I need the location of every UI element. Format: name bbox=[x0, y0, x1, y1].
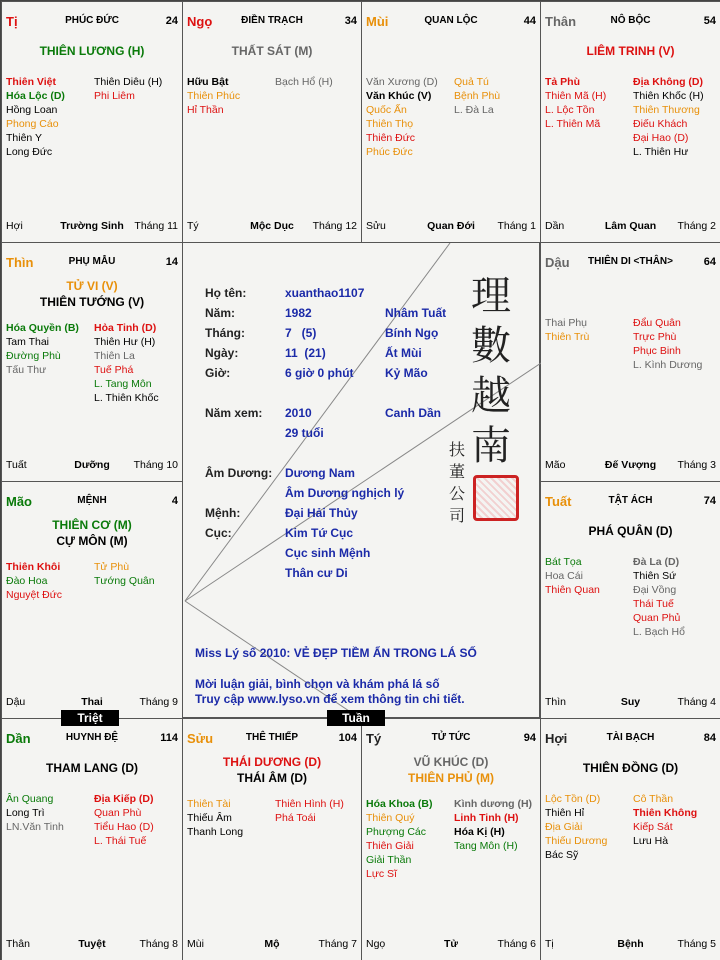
stars-left bbox=[187, 797, 273, 839]
star-item: Thiên Mã (H) bbox=[545, 90, 607, 102]
star-item: Lộc Tồn (D) bbox=[545, 793, 601, 805]
star-item: Bác Sỹ bbox=[545, 849, 579, 861]
palace-house-name: PHỤ MẪU bbox=[68, 256, 116, 267]
palace-stem: Mùi bbox=[187, 938, 204, 950]
star-item: Thiên Thương bbox=[633, 104, 700, 116]
star-item: Phi Liêm bbox=[94, 90, 135, 102]
palace-house-name: TẬT ÁCH bbox=[608, 495, 653, 506]
main-star: VŨ KHÚC (D) bbox=[413, 755, 489, 769]
center-panel bbox=[182, 242, 540, 718]
tuan-tag: Tuần bbox=[327, 710, 385, 726]
star-item: Hồng Loan bbox=[6, 104, 58, 116]
palace-footer bbox=[545, 696, 716, 710]
palace-number: 44 bbox=[523, 15, 536, 27]
star-item: Thiên Sứ bbox=[633, 570, 677, 582]
star-item: Lưu Hà bbox=[633, 835, 669, 847]
main-star: PHÁ QUÂN (D) bbox=[588, 524, 673, 538]
star-item: Thiên Diêu (H) bbox=[94, 76, 163, 88]
main-star: THIÊN PHỦ (M) bbox=[408, 771, 494, 785]
stars-left bbox=[545, 555, 631, 597]
palace-header bbox=[6, 255, 178, 273]
palace-branch: Dần bbox=[6, 731, 31, 746]
star-item: Thiên Đức bbox=[366, 132, 416, 144]
triet-tag: Triệt bbox=[61, 710, 119, 726]
palace-number: 104 bbox=[338, 732, 357, 744]
palace-house-name: NÔ BỘC bbox=[610, 15, 651, 26]
palace-life-stage: Đế Vượng bbox=[604, 459, 657, 471]
palace-house-name: THIÊN DI <THÂN> bbox=[587, 256, 673, 267]
star-item: Hỉ Thần bbox=[187, 104, 224, 116]
palace-month: Tháng 7 bbox=[318, 938, 357, 950]
palace-footer bbox=[6, 696, 178, 710]
stars-right bbox=[275, 797, 361, 825]
palace-footer bbox=[6, 938, 178, 952]
stars-left bbox=[6, 560, 92, 602]
star-item: Hóa Khoa (B) bbox=[366, 798, 433, 810]
star-item: Thiếu Dương bbox=[545, 835, 608, 847]
palace-stem: Sửu bbox=[366, 220, 386, 232]
palace-life-stage: Bệnh bbox=[617, 938, 644, 950]
main-star: CỰ MÔN (M) bbox=[56, 534, 128, 548]
palace-footer bbox=[187, 938, 357, 952]
promo-title: Miss Lý số 2010: VẺ ĐẸP TIỀM ẨN TRONG LÁ SỐ bbox=[195, 646, 477, 660]
star-item: Hoa Cái bbox=[545, 570, 583, 582]
stars-left bbox=[545, 792, 631, 862]
palace-house-name: TÀI BẠCH bbox=[606, 732, 655, 743]
star-item: Thiên Giải bbox=[366, 840, 414, 852]
star-item: Phúc Đức bbox=[366, 146, 413, 158]
star-item: Cô Thần bbox=[633, 793, 674, 805]
stars-right bbox=[275, 75, 361, 89]
palace-number: 24 bbox=[165, 15, 178, 27]
palace-life-stage: Dưỡng bbox=[74, 459, 110, 471]
star-item: Thiên Hư (H) bbox=[94, 336, 156, 348]
palace-stem: Dậu bbox=[6, 696, 26, 708]
palace-month: Tháng 6 bbox=[497, 938, 536, 950]
star-item: Quan Phù bbox=[94, 807, 142, 819]
star-item: Thiếu Âm bbox=[187, 812, 232, 824]
star-item: Thiên Khôi bbox=[6, 561, 61, 573]
palace-ty bbox=[361, 718, 541, 960]
star-item: Thiên La bbox=[94, 350, 135, 362]
star-item: L. Bạch Hổ bbox=[633, 626, 685, 638]
stars-right bbox=[454, 75, 540, 117]
star-item: Thiên Y bbox=[6, 132, 42, 144]
palace-life-stage: Mộc Dục bbox=[250, 220, 294, 232]
star-item: Thiên Thọ bbox=[366, 118, 414, 130]
star-item: Thiên Trù bbox=[545, 331, 590, 343]
palace-life-stage: Quan Đới bbox=[427, 220, 475, 232]
palace-dau bbox=[540, 242, 720, 482]
palace-header bbox=[6, 14, 178, 32]
stars-left bbox=[366, 797, 452, 881]
birth-info: Họ tên: xuanthao1107 Năm: 1982 Nhâm Tuất Tháng: 7 (5) Bính Ngọ Ngày: 11 (21) Ất Mùi Giờ: 6 giờ 0 phút Kỷ Mão Năm xem: 2010 Canh Dần 29 tuổi Âm Dương: Dương Nam Âm Dương nghịch lý Mệnh: Đại Hải Thủy Cục: Kim Tứ Cục Cục sinh Mệnh Thân cư Di bbox=[205, 286, 447, 580]
palace-house-name: THÊ THIẾP bbox=[245, 732, 299, 743]
palace-branch: Mùi bbox=[366, 14, 389, 29]
palace-house-name: PHÚC ĐỨC bbox=[65, 15, 119, 26]
star-item: Điếu Khách bbox=[633, 118, 688, 130]
stars-right bbox=[454, 797, 540, 853]
palace-month: Tháng 11 bbox=[134, 220, 178, 232]
palace-stem: Tý bbox=[187, 220, 199, 232]
stars-left bbox=[545, 316, 631, 344]
palace-stem: Mão bbox=[545, 459, 566, 471]
stars-left bbox=[6, 792, 92, 834]
star-item: L. Thiên Mã bbox=[545, 118, 601, 130]
main-star: THIÊN LƯƠNG (H) bbox=[39, 44, 145, 58]
palace-header bbox=[366, 14, 536, 32]
star-item: Phong Cáo bbox=[6, 118, 59, 130]
star-item: Quan Phủ bbox=[633, 612, 681, 624]
stars-left bbox=[545, 75, 631, 131]
star-item: L. Kình Dương bbox=[633, 359, 703, 371]
main-star: THIÊN TƯỚNG (V) bbox=[39, 295, 145, 309]
palace-ti bbox=[1, 1, 183, 243]
palace-branch: Mão bbox=[6, 494, 32, 509]
palace-footer bbox=[6, 459, 178, 473]
palace-footer bbox=[545, 938, 716, 952]
palace-than bbox=[540, 1, 720, 243]
palace-footer bbox=[187, 220, 357, 234]
star-item: Thái Tuế bbox=[633, 598, 674, 610]
star-item: Tử Phù bbox=[94, 561, 130, 573]
palace-branch: Tý bbox=[366, 731, 382, 746]
palace-branch: Thìn bbox=[6, 255, 34, 270]
star-item: Giải Thần bbox=[366, 854, 412, 866]
star-item: Đẩu Quân bbox=[633, 317, 681, 329]
palace-life-stage: Thai bbox=[81, 696, 103, 708]
main-star: LIÊM TRINH (V) bbox=[586, 44, 675, 58]
palace-mui bbox=[361, 1, 541, 243]
palace-month: Tháng 9 bbox=[139, 696, 178, 708]
star-item: Đào Hoa bbox=[6, 575, 48, 587]
palace-footer bbox=[366, 938, 536, 952]
palace-number: 14 bbox=[165, 256, 178, 268]
palace-stem: Tuất bbox=[6, 459, 27, 471]
main-star: THÁI DƯƠNG (D) bbox=[222, 755, 322, 769]
star-item: Quốc Ấn bbox=[366, 104, 407, 116]
promo-line-1: Mời luận giải, bình chọn và khám phá lá số bbox=[195, 677, 440, 691]
palace-hoi bbox=[540, 718, 720, 960]
palace-month: Tháng 1 bbox=[497, 220, 536, 232]
star-item: Hữu Bật bbox=[187, 76, 229, 88]
palace-header bbox=[545, 494, 716, 512]
palace-footer bbox=[6, 220, 178, 234]
palace-branch: Dậu bbox=[545, 255, 570, 270]
star-item: Tang Môn (H) bbox=[454, 840, 518, 852]
promo-link[interactable]: Truy cập www.lyso.vn để xem thông tin chi tiết. bbox=[195, 692, 465, 706]
palace-life-stage: Suy bbox=[620, 696, 641, 708]
palace-stem: Hợi bbox=[6, 220, 23, 232]
palace-month: Tháng 12 bbox=[312, 220, 357, 232]
star-item: Thiên Quan bbox=[545, 584, 600, 596]
star-item: Long Trì bbox=[6, 807, 45, 819]
star-item: Bệnh Phù bbox=[454, 90, 501, 102]
star-item: Hóa Kị (H) bbox=[454, 826, 505, 838]
palace-number: 34 bbox=[344, 15, 357, 27]
star-item: Tiểu Hao (D) bbox=[94, 821, 154, 833]
star-item: Kiếp Sát bbox=[633, 821, 673, 833]
star-item: Phượng Các bbox=[366, 826, 427, 838]
palace-life-stage: Tuyệt bbox=[78, 938, 106, 950]
palace-life-stage: Mộ bbox=[264, 938, 280, 950]
palace-header bbox=[187, 14, 357, 32]
palace-stem: Ngọ bbox=[366, 938, 386, 950]
star-item: L. Thiên Khốc bbox=[94, 392, 159, 404]
palace-header bbox=[6, 494, 178, 512]
star-item: Phá Toái bbox=[275, 812, 316, 824]
main-star: THÁI ÂM (D) bbox=[237, 771, 307, 785]
star-item: Thiên Hình (H) bbox=[275, 798, 344, 810]
palace-branch: Sửu bbox=[187, 731, 214, 746]
star-item: Đại Vồng bbox=[633, 584, 677, 596]
palace-header bbox=[187, 731, 357, 749]
star-item: Tả Phù bbox=[545, 76, 581, 88]
stars-right bbox=[94, 321, 180, 405]
palace-number: 64 bbox=[703, 256, 716, 268]
small-calligraphy: 扶 董 公 司 bbox=[449, 440, 466, 525]
palace-branch: Thân bbox=[545, 14, 577, 29]
palace-footer bbox=[366, 220, 536, 234]
palace-mao bbox=[1, 481, 183, 719]
stars-right bbox=[94, 560, 180, 588]
palace-tuat bbox=[540, 481, 720, 719]
palace-month: Tháng 5 bbox=[677, 938, 716, 950]
star-item: Thiên Tài bbox=[187, 798, 231, 810]
palace-footer bbox=[545, 459, 716, 473]
palace-stem: Tị bbox=[545, 938, 554, 950]
main-star: TỬ VI (V) bbox=[66, 279, 118, 293]
star-item: Bát Tọa bbox=[545, 556, 582, 568]
star-item: Thai Phụ bbox=[545, 317, 588, 329]
palace-header bbox=[545, 14, 716, 32]
star-item: Trực Phù bbox=[633, 331, 677, 343]
star-item: Phục Binh bbox=[633, 345, 681, 357]
stars-right bbox=[633, 792, 719, 848]
star-item: Tuế Phá bbox=[94, 364, 134, 376]
palace-header bbox=[366, 731, 536, 749]
palace-house-name: QUAN LỘC bbox=[424, 15, 478, 26]
star-item: Văn Xương (D) bbox=[366, 76, 438, 88]
star-item: Thiên Phúc bbox=[187, 90, 241, 102]
palace-ngo bbox=[182, 1, 362, 243]
star-item: Thiên Khốc (H) bbox=[633, 90, 704, 102]
star-item: Thiên Hỉ bbox=[545, 807, 585, 819]
palace-stem: Dần bbox=[545, 220, 565, 232]
palace-footer bbox=[545, 220, 716, 234]
stars-left bbox=[366, 75, 452, 159]
star-item: Văn Khúc (V) bbox=[366, 90, 432, 102]
stars-right bbox=[633, 316, 719, 372]
star-item: Thiên Quý bbox=[366, 812, 415, 824]
palace-number: 4 bbox=[171, 495, 178, 507]
palace-header bbox=[545, 731, 716, 749]
star-item: Đà La (D) bbox=[633, 556, 680, 568]
palace-thin bbox=[1, 242, 183, 482]
star-item: Tam Thai bbox=[6, 336, 49, 348]
star-item: Tướng Quân bbox=[94, 575, 155, 587]
palace-stem: Thân bbox=[6, 938, 30, 950]
palace-house-name: HUYNH ĐỆ bbox=[65, 732, 119, 743]
palace-branch: Hợi bbox=[545, 731, 568, 746]
star-item: Đại Hao (D) bbox=[633, 132, 689, 144]
palace-suu bbox=[182, 718, 362, 960]
main-star: THIÊN CƠ (M) bbox=[52, 518, 132, 532]
seal-stamp bbox=[473, 475, 519, 521]
palace-header bbox=[545, 255, 716, 273]
stars-right bbox=[633, 555, 719, 639]
star-item: Hóa Lộc (D) bbox=[6, 90, 65, 102]
star-item: Bạch Hổ (H) bbox=[275, 76, 333, 88]
star-item: Ân Quang bbox=[6, 793, 54, 805]
star-item: Quả Tú bbox=[454, 76, 489, 88]
star-item: Địa Không (D) bbox=[633, 76, 703, 88]
star-item: Lực Sĩ bbox=[366, 868, 397, 880]
star-item: LN.Văn Tinh bbox=[6, 821, 64, 833]
star-item: Địa Kiếp (D) bbox=[94, 793, 154, 805]
star-item: L. Thiên Hư bbox=[633, 146, 689, 158]
stars-right bbox=[633, 75, 719, 159]
star-item: L. Lộc Tồn bbox=[545, 104, 595, 116]
stars-left bbox=[187, 75, 273, 117]
palace-stem: Thìn bbox=[545, 696, 567, 708]
stars-left bbox=[6, 321, 92, 377]
main-star: THAM LANG (D) bbox=[46, 761, 138, 775]
star-item: L. Đà La bbox=[454, 104, 494, 116]
star-item: L. Thái Tuế bbox=[94, 835, 147, 847]
stars-right bbox=[94, 75, 180, 103]
palace-number: 94 bbox=[523, 732, 536, 744]
palace-number: 74 bbox=[703, 495, 716, 507]
star-item: Thiên Không bbox=[633, 807, 698, 819]
star-item: Kình dương (H) bbox=[454, 798, 533, 810]
calligraphy: 理 數 越 南 bbox=[471, 273, 511, 469]
palace-month: Tháng 4 bbox=[677, 696, 716, 708]
star-item: Hóa Quyền (B) bbox=[6, 322, 79, 334]
star-item: L. Tang Môn bbox=[94, 378, 152, 390]
star-item: Long Đức bbox=[6, 146, 53, 158]
stars-right bbox=[94, 792, 180, 848]
star-item: Tấu Thư bbox=[6, 364, 47, 376]
main-star: THẤT SÁT (M) bbox=[231, 44, 313, 58]
palace-life-stage: Trường Sinh bbox=[60, 220, 124, 232]
palace-life-stage: Tử bbox=[443, 938, 459, 950]
palace-number: 114 bbox=[160, 732, 178, 744]
palace-life-stage: Lâm Quan bbox=[604, 220, 657, 232]
star-item: Linh Tinh (H) bbox=[454, 812, 519, 824]
palace-month: Tháng 10 bbox=[133, 459, 178, 471]
star-item: Nguyệt Đức bbox=[6, 589, 63, 601]
palace-dan bbox=[1, 718, 183, 960]
palace-month: Tháng 8 bbox=[139, 938, 178, 950]
palace-house-name: ĐIỀN TRẠCH bbox=[241, 15, 303, 26]
palace-header bbox=[6, 731, 178, 749]
palace-number: 84 bbox=[703, 732, 716, 744]
main-star: THIÊN ĐỒNG (D) bbox=[582, 761, 679, 775]
palace-number: 54 bbox=[703, 15, 716, 27]
palace-house-name: MỆNH bbox=[77, 495, 107, 506]
star-item: Đường Phù bbox=[6, 350, 61, 362]
star-item: Thanh Long bbox=[187, 826, 244, 838]
star-item: Hỏa Tinh (D) bbox=[94, 322, 157, 334]
star-item: Thiên Việt bbox=[6, 76, 56, 88]
palace-month: Tháng 2 bbox=[677, 220, 716, 232]
palace-house-name: TỬ TỨC bbox=[431, 732, 471, 743]
palace-branch: Tuất bbox=[545, 494, 572, 509]
palace-branch: Ngọ bbox=[187, 14, 213, 29]
star-item: Địa Giải bbox=[545, 821, 583, 833]
stars-left bbox=[6, 75, 92, 159]
palace-branch: Tị bbox=[6, 14, 18, 29]
palace-month: Tháng 3 bbox=[677, 459, 716, 471]
